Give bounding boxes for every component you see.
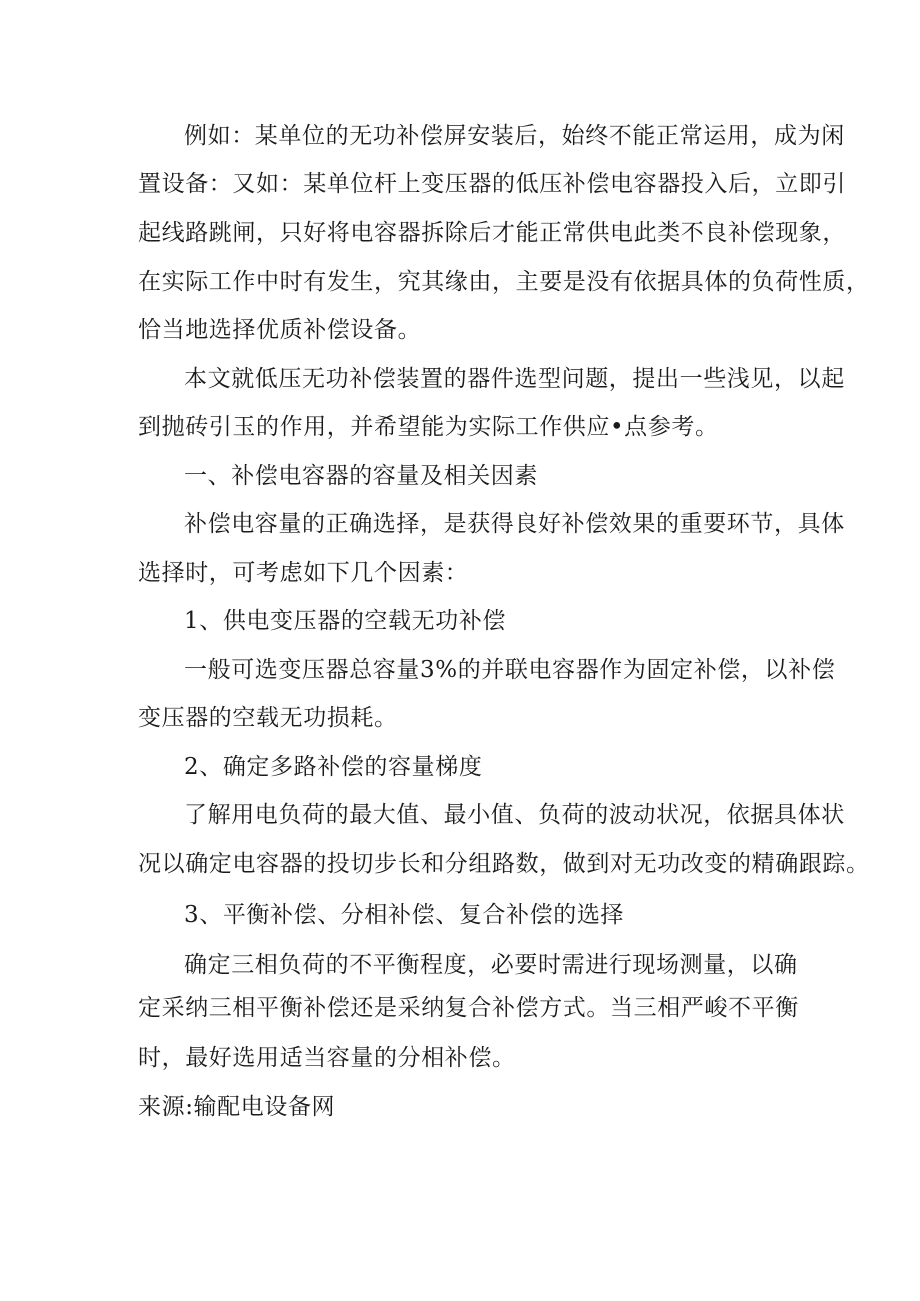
text-line: 了解用电负荷的最大值、最小值、负荷的波动状况，依据具体状 — [184, 802, 845, 828]
source-line: 来源:输配电设备网 — [138, 1094, 336, 1120]
text-line: 时，最好选用适当容量的分相补偿。 — [138, 1045, 516, 1071]
section-heading: 一、补偿电容器的容量及相关因素 — [184, 463, 538, 489]
text-line: 选择时，可考虑如下几个因素： — [138, 560, 469, 586]
text-line: 到抛砖引玉的作用，并希望能为实际工作供应•点参考。 — [138, 414, 719, 440]
text-line: 恰当地选择优质补偿设备。 — [138, 317, 422, 343]
subsection-heading: 3、平衡补偿、分相补偿、复合补偿的选择 — [184, 902, 625, 928]
text-line: 一般可选变压器总容量3%的并联电容器作为固定补偿，以补偿 — [184, 657, 836, 683]
text-line: 例如：某单位的无功补偿屏安装后，始终不能正常运用，成为闲 — [184, 123, 845, 149]
text-line: 起线路跳闸，只好将电容器拆除后才能正常供电此类不良补偿现象， — [138, 220, 846, 246]
text-line: 确定三相负荷的不平衡程度，必要时需进行现场测量，以确 — [184, 952, 798, 978]
text-line: 在实际工作中时有发生，究其缘由，主要是没有依据具体的负荷性质， — [138, 269, 870, 295]
text-line: 本文就低压无功补偿装置的器件选型问题，提出一些浅见，以起 — [184, 366, 845, 392]
subsection-heading: 2、确定多路补偿的容量梯度 — [184, 754, 483, 780]
text-line: 定采纳三相平衡补偿还是采纳复合补偿方式。当三相严峻不平衡 — [138, 995, 799, 1021]
text-line: 变压器的空载无功损耗。 — [138, 705, 398, 731]
subsection-heading: 1、供电变压器的空载无功补偿 — [184, 608, 507, 634]
text-line: 置设备：又如：某单位杆上变压器的低压补偿电容器投入后，立即引 — [138, 171, 846, 197]
text-line: 况以确定电容器的投切步长和分组路数，做到对无功改变的精确跟踪。 — [138, 851, 870, 877]
text-line: 补偿电容量的正确选择，是获得良好补偿效果的重要环节，具体 — [184, 511, 845, 537]
